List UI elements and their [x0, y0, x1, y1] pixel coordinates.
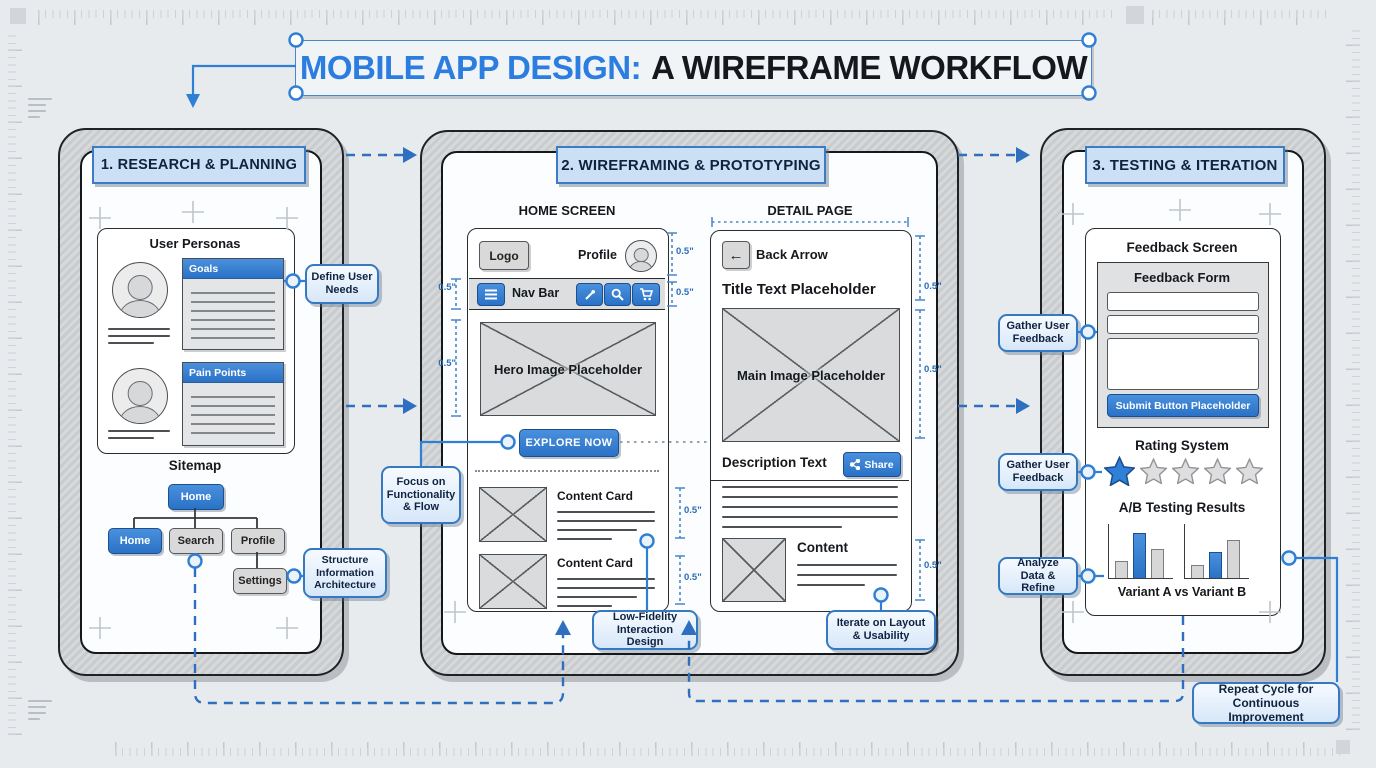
dim-label: 0.5" — [676, 246, 694, 257]
hero-image-placeholder — [480, 322, 656, 416]
persona2-line — [108, 430, 170, 432]
corner-square-topright — [1126, 6, 1144, 24]
detail-page-label: DETAIL PAGE — [767, 203, 853, 218]
share-icon — [850, 459, 860, 470]
goals-lines — [191, 285, 275, 343]
feedback-screen-title: Feedback Screen — [1126, 240, 1238, 255]
left-ruler-minor — [8, 30, 16, 735]
persona1-avatar — [112, 262, 168, 318]
hamburger-icon — [484, 289, 498, 300]
sitemap-node-home[interactable]: Home — [108, 528, 162, 554]
content-card1-line — [557, 511, 655, 513]
star-empty-icon[interactable] — [1172, 458, 1199, 484]
bottom-ruler — [115, 742, 1340, 756]
goals-list — [182, 258, 284, 350]
sitemap-node-search[interactable]: Search — [169, 528, 223, 554]
detail-line — [722, 496, 898, 498]
corner-square-bottomright — [1336, 740, 1350, 754]
avatar-body-icon — [119, 406, 161, 424]
content-card1-line — [557, 538, 612, 540]
star-empty-icon[interactable] — [1236, 458, 1263, 484]
star-empty-icon[interactable] — [1204, 458, 1231, 484]
callout-define-user-needs: Define User Needs — [305, 264, 379, 304]
margin-list-glyph-bottom — [28, 700, 54, 724]
ab-bar — [1133, 533, 1146, 578]
avatar-body-icon — [119, 300, 161, 318]
sitemap-node-settings[interactable]: Settings — [233, 568, 287, 594]
rating-stars[interactable] — [1104, 456, 1263, 486]
rating-system-title: Rating System — [1135, 438, 1229, 453]
content-line — [797, 564, 897, 566]
feedback-textarea[interactable] — [1107, 338, 1259, 390]
bottom-ruler-minor — [115, 748, 1340, 756]
search-icon — [611, 288, 624, 301]
phase2-header: 2. WIREFRAMING & PROTOTYPING — [556, 146, 826, 184]
dim-label: 0.5" — [924, 364, 942, 375]
search-button[interactable] — [604, 283, 631, 306]
avatar-body-icon — [629, 261, 653, 272]
pain-points-lines — [191, 389, 275, 439]
avatar-head-icon — [634, 248, 649, 263]
dim-label: 0.5" — [438, 358, 456, 369]
feedback-input-2[interactable] — [1107, 315, 1259, 334]
share-label: Share — [864, 458, 894, 471]
variant-caption: Variant A vs Variant B — [1117, 585, 1247, 599]
content-card2-image — [479, 554, 547, 609]
dim-label: 0.5" — [676, 287, 694, 298]
pain-points-list — [182, 362, 284, 446]
dim-label: 0.5" — [924, 560, 942, 571]
user-personas-title: User Personas — [149, 236, 241, 251]
detail-line — [722, 486, 898, 488]
feedback-input-1[interactable] — [1107, 292, 1259, 311]
goals-header: Goals — [183, 259, 283, 279]
content-card2-line — [557, 578, 655, 580]
sitemap-node-home-root[interactable]: Home — [168, 484, 224, 510]
star-empty-icon[interactable] — [1140, 458, 1167, 484]
content-label: Content — [797, 540, 848, 555]
corner-square-topleft — [10, 8, 26, 24]
dim-label: 0.5" — [924, 281, 942, 292]
ab-bar — [1115, 561, 1128, 578]
content-card1-image — [479, 487, 547, 542]
content-card1-line — [557, 520, 655, 522]
detail-line — [722, 516, 898, 518]
persona1-line — [108, 335, 170, 337]
ab-bar — [1209, 552, 1222, 578]
persona1-line — [108, 328, 170, 330]
callout-repeat-cycle: Repeat Cycle for Continuous Improvement — [1192, 682, 1340, 724]
content-card2-title: Content Card — [557, 556, 633, 570]
back-arrow-icon: ← — [728, 246, 744, 264]
dim-label: 0.5" — [438, 282, 456, 293]
content-thumb-image — [722, 538, 786, 602]
main-image-placeholder — [722, 308, 900, 442]
title-rest: A WIREFRAME WORKFLOW — [651, 49, 1088, 86]
content-card1-line — [557, 529, 637, 531]
sitemap-node-profile[interactable]: Profile — [231, 528, 285, 554]
back-arrow-label: Back Arrow — [756, 247, 828, 262]
title-connector — [186, 66, 296, 108]
main-image-label: Main Image Placeholder — [736, 367, 886, 383]
top-ruler — [38, 10, 1113, 25]
persona2-avatar — [112, 368, 168, 424]
cart-button[interactable] — [632, 283, 660, 306]
profile-label: Profile — [578, 248, 617, 262]
callout-gather-user-feedback-2: Gather User Feedback — [998, 453, 1078, 491]
detail-title-placeholder: Title Text Placeholder — [722, 281, 876, 298]
home-card-divider — [475, 470, 659, 472]
content-card2-line — [557, 587, 655, 589]
home-screen-label: HOME SCREEN — [518, 203, 616, 218]
right-ruler-minor — [1352, 30, 1360, 730]
content-card2-line — [557, 596, 637, 598]
variant-b-chart — [1184, 524, 1249, 579]
hamburger-menu-button[interactable] — [477, 283, 505, 306]
top-ruler-right — [1152, 10, 1332, 25]
cart-icon — [639, 288, 653, 301]
callout-iterate-layout-usability: Iterate on Layout & Usability — [826, 610, 936, 650]
callout-low-fidelity-interaction: Low-Fidelity Interaction Design — [592, 610, 698, 650]
content-card1-title: Content Card — [557, 489, 633, 503]
star-filled-icon[interactable] — [1104, 456, 1135, 486]
detail-line — [722, 506, 898, 508]
margin-list-glyph — [28, 98, 54, 122]
description-text-label: Description Text — [722, 455, 827, 470]
hero-image-label: Hero Image Placeholder — [493, 361, 643, 377]
back-arrow-button[interactable] — [722, 241, 750, 269]
sitemap-title: Sitemap — [168, 458, 222, 473]
left-ruler — [8, 30, 22, 735]
pain-points-header: Pain Points — [183, 363, 283, 383]
dim-label: 0.5" — [684, 572, 702, 583]
ab-bar — [1151, 549, 1164, 578]
dim-label: 0.5" — [684, 505, 702, 516]
top-ruler-minor — [38, 10, 1113, 18]
phase3-header: 3. TESTING & ITERATION — [1085, 146, 1285, 184]
diagram-title — [295, 40, 1092, 96]
detail-line — [722, 526, 842, 528]
ab-bar — [1227, 540, 1240, 578]
variant-a-chart — [1108, 524, 1173, 579]
tools-button[interactable] — [576, 283, 603, 306]
callout-focus-functionality-flow: Focus on Functionality & Flow — [381, 466, 461, 524]
detail-divider — [711, 480, 909, 481]
content-line — [797, 574, 897, 576]
phase1-header: 1. RESEARCH & PLANNING — [92, 146, 306, 184]
navbar-label: Nav Bar — [512, 286, 560, 300]
persona2-line — [108, 437, 154, 439]
right-ruler — [1346, 30, 1360, 730]
explore-now-button[interactable]: EXPLORE NOW — [519, 429, 619, 457]
content-line — [797, 584, 865, 586]
ab-bar — [1191, 565, 1204, 578]
ab-testing-title: A/B Testing Results — [1118, 500, 1246, 515]
tools-icon — [584, 289, 596, 301]
avatar-head-icon — [128, 381, 153, 406]
top-ruler-right-minor — [1152, 10, 1332, 18]
callout-analyze-data-refine: Analyze Data & Refine — [998, 557, 1078, 595]
avatar-head-icon — [128, 275, 153, 300]
share-button[interactable] — [843, 452, 901, 477]
submit-button-placeholder[interactable]: Submit Button Placeholder — [1107, 394, 1259, 417]
profile-avatar-icon[interactable] — [625, 240, 657, 272]
callout-structure-information-architecture: Structure Information Architecture — [303, 548, 387, 598]
feedback-form-title: Feedback Form — [1133, 270, 1231, 285]
content-card2-line — [557, 605, 612, 607]
persona1-line — [108, 342, 154, 344]
callout-gather-user-feedback-1: Gather User Feedback — [998, 314, 1078, 352]
title-highlight: MOBILE APP DESIGN: — [299, 49, 642, 86]
logo-placeholder: Logo — [479, 241, 529, 270]
